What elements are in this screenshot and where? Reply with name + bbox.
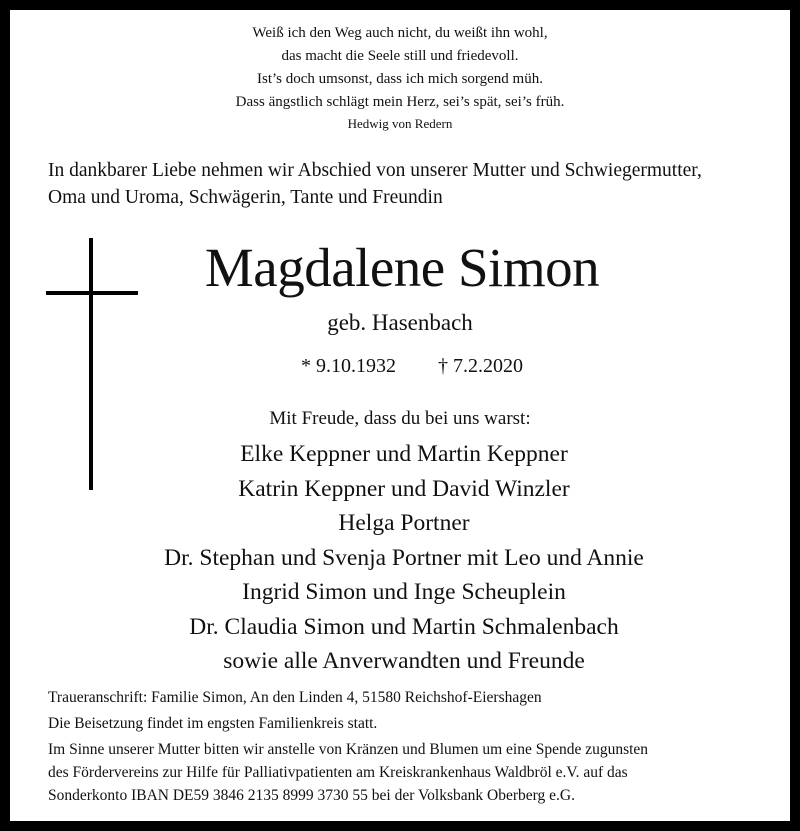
poem-line: Ist’s doch umsonst, dass ich mich sorgend müh.: [257, 71, 543, 87]
intro-line: Oma und Uroma, Schwägerin, Tante und Freundin: [48, 187, 443, 208]
birth-date: * 9.10.1932: [301, 355, 396, 377]
death-date: † 7.2.2020: [438, 355, 523, 377]
footer-notes: [48, 686, 754, 807]
donation-line: des Fördervereins zur Hilfe für Palliativpatienten am Kreiskrankenhaus Waldbröl e.V. auf das: [48, 764, 628, 781]
mourner-line: Dr. Claudia Simon und Martin Schmalenbach: [189, 613, 619, 640]
mourners-list: [10, 437, 790, 679]
mourners-intro: Mit Freude, dass du bei uns warst:: [269, 408, 531, 429]
mourning-address: Traueranschrift: Familie Simon, An den Linden 4, 51580 Reichshof-Eiershagen: [48, 689, 542, 706]
mourner-line: Elke Keppner und Martin Keppner: [240, 441, 568, 467]
poem-line: das macht die Seele still und friedevoll.: [281, 48, 519, 64]
intro-line: In dankbarer Liebe nehmen wir Abschied von unserer Mutter und Schwiegermutter,: [48, 160, 702, 181]
poem-line: Weiß ich den Weg auch nicht, du weißt ihn wohl,: [252, 25, 548, 41]
deceased-name: Magdalene Simon: [204, 237, 600, 298]
intro-text: [48, 157, 770, 211]
mourner-line: Helga Portner: [338, 510, 470, 536]
donation-line: Im Sinne unserer Mutter bitten wir anstelle von Kränzen und Blumen um eine Spende zugunsten: [48, 741, 649, 758]
mourner-line: Ingrid Simon und Inge Scheuplein: [242, 579, 566, 605]
life-dates: [10, 352, 790, 380]
mourner-line: Katrin Keppner und David Winzler: [238, 475, 570, 502]
donation-line: Sonderkonto IBAN DE59 3846 2135 8999 3730 55 bei der Volksbank Oberberg e.G.: [48, 787, 575, 804]
poem-author: Hedwig von Redern: [347, 116, 453, 131]
poem: [10, 22, 790, 134]
mourner-line: sowie alle Anverwandten und Freunde: [223, 648, 585, 674]
mourner-line: Dr. Stephan und Svenja Portner mit Leo und Annie: [164, 544, 644, 571]
burial-note: Die Beisetzung findet im engsten Familienkreis statt.: [48, 715, 378, 732]
poem-line: Dass ängstlich schlägt mein Herz, sei’s spät, sei’s früh.: [235, 94, 565, 110]
birth-name: geb. Hasenbach: [327, 310, 473, 335]
